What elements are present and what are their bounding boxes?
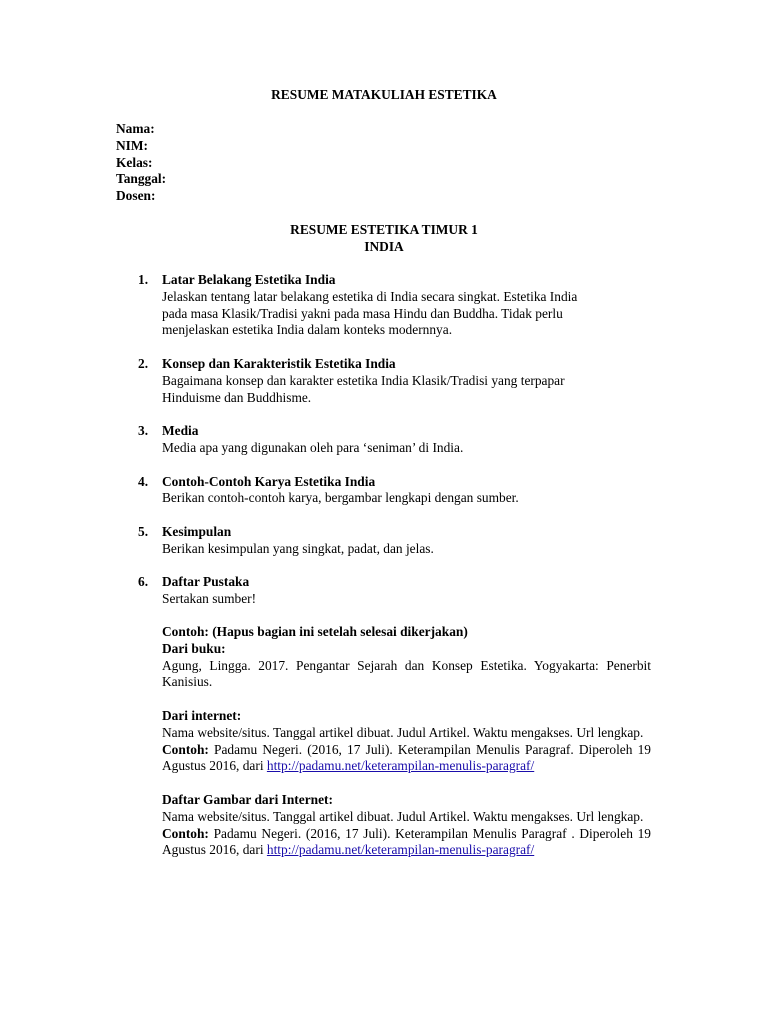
section-title-line2: INDIA <box>364 238 404 254</box>
dosen-label: Dosen: <box>116 188 156 204</box>
tanggal-label: Tanggal: <box>116 171 167 187</box>
examples-header: Contoh: (Hapus bagian ini setelah selesai dikerjakan) <box>162 624 468 639</box>
item-number: 3. <box>138 423 149 439</box>
item-text: Hinduisme dan Buddhisme. <box>162 389 312 405</box>
item-number: 6. <box>138 574 149 590</box>
item-text: Jelaskan tentang latar belakang estetika di India secara singkat. Estetika India <box>162 288 578 304</box>
list-item <box>138 474 658 508</box>
identity-block <box>116 121 166 205</box>
item-heading: Daftar Pustaka <box>162 574 250 590</box>
list-item <box>138 574 658 608</box>
image-example-text: Padamu Negeri. (2016, 17 Juli). Keterampilan Menulis Paragraf . Diperoleh 19 Agustus 2016, dari <box>162 825 651 858</box>
item-text: menjelaskan estetika India dalam konteks modernnya. <box>162 322 453 338</box>
internet-format: Nama website/situs. Tanggal artikel dibuat. Judul Artikel. Waktu mengakses. Url lengkap. <box>162 724 644 740</box>
list-item <box>138 423 658 457</box>
item-text: Berikan kesimpulan yang singkat, padat, dan jelas. <box>162 540 434 556</box>
item-heading: Contoh-Contoh Karya Estetika India <box>162 473 376 489</box>
item-text: Sertakan sumber! <box>162 591 257 607</box>
internet-example <box>162 742 651 776</box>
image-format: Nama website/situs. Tanggal artikel dibuat. Judul Artikel. Waktu mengakses. Url lengkap. <box>162 808 644 824</box>
item-text: Berikan contoh-contoh karya, bergambar lengkapi dengan sumber. <box>162 490 519 506</box>
item-number: 4. <box>138 473 149 489</box>
examples-block <box>162 624 651 859</box>
internet-example-link[interactable]: http://padamu.net/keterampilan-menulis-paragraf/ <box>266 758 535 774</box>
section-title-line1: RESUME ESTETIKA TIMUR 1 <box>290 222 478 237</box>
document-title: RESUME MATAKULIAH ESTETIKA <box>271 87 497 102</box>
item-text: Media apa yang digunakan oleh para ‘seniman’ di India. <box>162 439 464 455</box>
image-label: Daftar Gambar dari Internet: <box>162 791 333 807</box>
item-text: pada masa Klasik/Tradisi yakni pada masa Hindu dan Buddha. Tidak perlu <box>162 305 563 321</box>
contoh-label: Contoh: <box>162 741 209 757</box>
contoh-label: Contoh: <box>162 825 209 841</box>
item-number: 5. <box>138 523 149 539</box>
kelas-label: Kelas: <box>116 154 153 170</box>
nama-label: Nama: <box>116 121 155 136</box>
item-number: 2. <box>138 355 149 371</box>
list-item <box>138 356 658 406</box>
book-citation: Agung, Lingga. 2017. Pengantar Sejarah dan Konsep Estetika. Yogyakarta: Penerbit Kanisius. <box>162 657 651 690</box>
item-heading: Konsep dan Karakteristik Estetika India <box>162 355 396 371</box>
nim-label: NIM: <box>116 137 148 153</box>
numbered-sections <box>138 272 658 625</box>
item-heading: Media <box>162 423 199 439</box>
internet-label: Dari internet: <box>162 707 242 723</box>
image-example <box>162 826 651 860</box>
list-item <box>138 524 658 558</box>
item-heading: Kesimpulan <box>162 523 232 539</box>
list-item <box>138 272 658 339</box>
internet-example-text: Padamu Negeri. (2016, 17 Juli). Keterampilan Menulis Paragraf. Diperoleh 19 Agustus 2016, dari <box>162 741 651 774</box>
item-number: 1. <box>138 272 149 287</box>
section-title <box>0 222 768 256</box>
item-heading: Latar Belakang Estetika India <box>162 272 336 287</box>
item-text: Bagaimana konsep dan karakter estetika India Klasik/Tradisi yang terpapar <box>162 372 565 388</box>
book-label: Dari buku: <box>162 640 226 656</box>
image-example-link[interactable]: http://padamu.net/keterampilan-menulis-paragraf/ <box>266 842 535 858</box>
